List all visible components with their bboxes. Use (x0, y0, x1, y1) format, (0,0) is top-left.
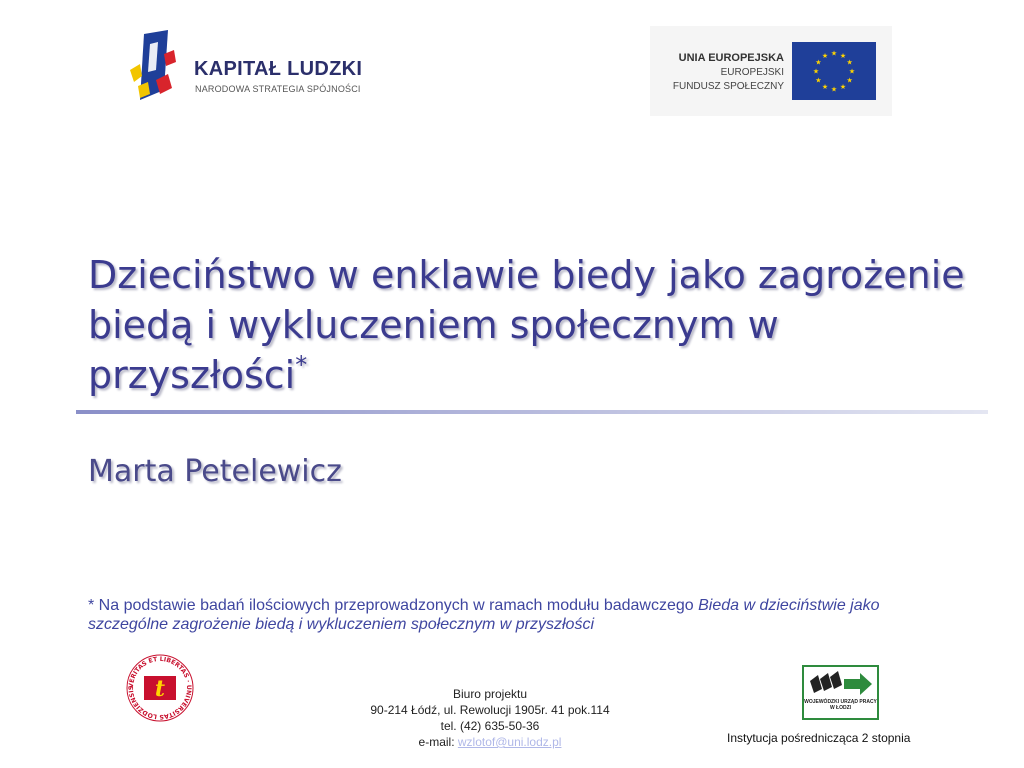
eu-line-3: FUNDUSZ SPOŁECZNY (672, 81, 784, 92)
email-link[interactable]: wzlotof@uni.lodz.pl (457, 735, 562, 749)
eu-flag-icon (792, 42, 876, 100)
eu-star-icon: ★ (830, 86, 838, 94)
footnote-module-name: Bieda w dzieciństwie jako szczególne zagrożenie biedą i wykluczeniem społecznym w przyszłości (88, 597, 880, 633)
eu-star-icon: ★ (815, 77, 822, 85)
kapital-ludzki-mark-icon (128, 30, 184, 116)
slide-title-line-3 (88, 350, 988, 400)
institution-note: Instytucja pośrednicząca 2 stopnia (727, 731, 911, 745)
project-office-info (330, 686, 650, 750)
university-letter: t (154, 676, 166, 702)
university-of-lodz-logo-icon (126, 654, 194, 722)
eu-star-icon: ★ (821, 84, 829, 92)
title-footnote-marker: * (295, 351, 308, 379)
wup-label: WOJEWÓDZKI URZĄD PRACY W ŁODZI (804, 699, 877, 711)
eu-star-icon: ★ (839, 52, 847, 60)
slide-title-line-1: Dzieciństwo w enklawie biedy jako zagrożenie (88, 253, 965, 297)
eu-line-2: EUROPEJSKI (720, 67, 784, 78)
kapital-ludzki-subtitle: NARODOWA STRATEGIA SPÓJNOŚCI (195, 84, 361, 94)
eu-star-icon: ★ (846, 59, 853, 67)
slide-title (88, 250, 988, 400)
slide-title-line-2: biedą i wykluczeniem społecznym w (88, 303, 779, 347)
wup-arrow-icon (808, 671, 873, 697)
eu-star-icon: ★ (830, 50, 838, 58)
title-divider (76, 410, 988, 414)
office-phone: tel. (42) 635-50-36 (440, 719, 540, 733)
email-label: e-mail: (418, 735, 458, 749)
eu-star-icon: ★ (846, 77, 853, 85)
footnote-prefix: * Na podstawie badań ilościowych przeprowadzonych w ramach modułu badawczego (88, 597, 699, 614)
eu-star-icon: ★ (848, 68, 856, 76)
kapital-ludzki-logo (128, 30, 388, 116)
kapital-ludzki-title: KAPITAŁ LUDZKI (194, 58, 363, 80)
slide-title-line-3-text: przyszłości (88, 353, 296, 397)
eu-star-icon: ★ (839, 84, 847, 92)
office-address: 90-214 Łódź, ul. Rewolucji 1905r. 41 pok.114 (370, 703, 610, 717)
footnote (88, 596, 948, 634)
university-ring-text: VERITAS ET LIBERTAS · UNIVERSITAS LODZIENSIS (127, 655, 193, 721)
eu-star-icon: ★ (821, 52, 829, 60)
eu-star-icon: ★ (815, 59, 822, 67)
wup-lodz-logo (802, 665, 879, 720)
eu-fund-logo (650, 26, 892, 116)
eu-line-1: UNIA EUROPEJSKA (678, 52, 784, 64)
eu-star-icon: ★ (812, 68, 820, 76)
office-email-line (330, 734, 650, 750)
author-name: Marta Petelewicz (88, 454, 342, 489)
office-title: Biuro projektu (452, 687, 528, 701)
